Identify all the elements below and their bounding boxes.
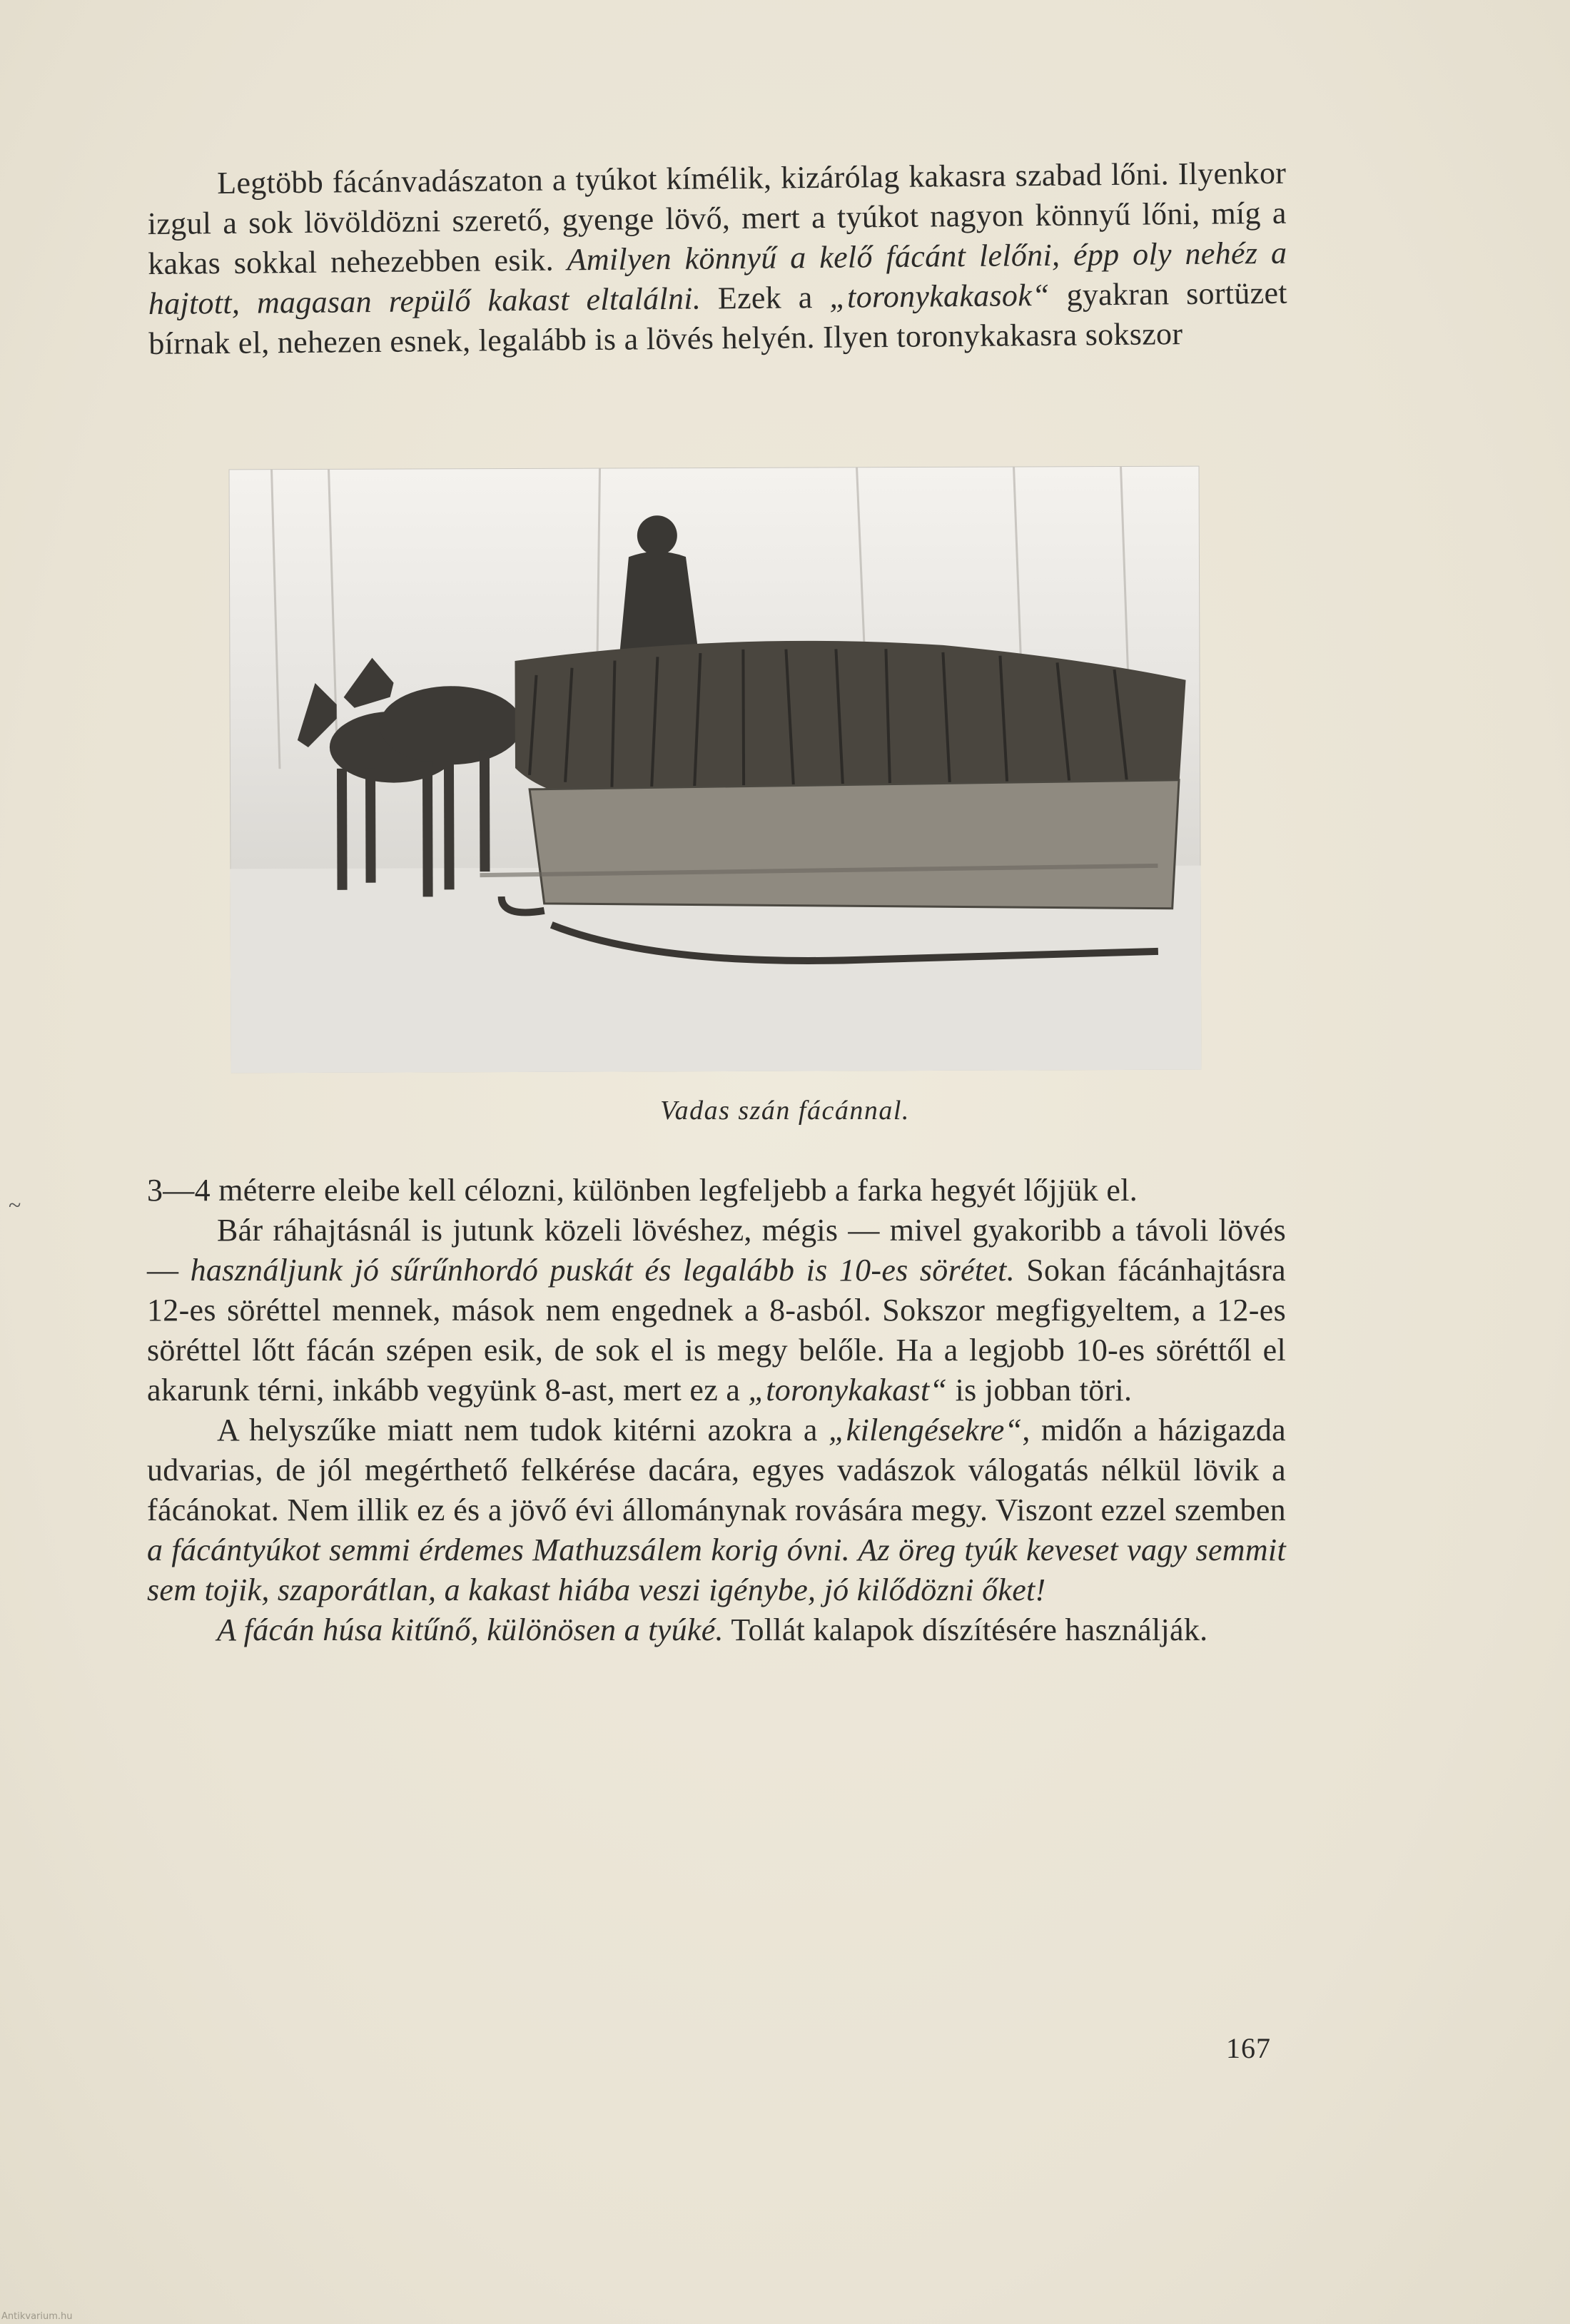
text-run: A helyszűke miatt nem tudok kitérni azokra a [217, 1413, 829, 1448]
italic-run: használjunk jó sűrűnhordó puskát és legalább is 10-es sörétet. [190, 1253, 1016, 1288]
italic-run: „kilengésekre“ [828, 1413, 1023, 1448]
text-run: is jobban töri. [947, 1373, 1133, 1408]
italic-run: a fácántyúkot semmi érdemes Mathuzsálem korig óvni. Az öreg tyúk keveset vagy semmit sem tojik, szaporátlan, a kakast hiába veszi igénybe, jó kilődözni őket! [147, 1532, 1286, 1607]
paragraphs-bottom [147, 1171, 1286, 1650]
text-run: Ezek a [700, 279, 830, 316]
text-run: gyakran sortüzet bírnak el, nehezen esnek, legalább is a lövés helyén. Ilyen toronykakasra sokszor [148, 275, 1288, 361]
italic-run: Amilyen könnyű a kelő fácánt lelőni, épp oly nehéz a hajtott, magasan repülő kakast eltalálni. [148, 235, 1287, 321]
italic-run: A fácán húsa kitűnő, különösen a tyúké. [217, 1612, 724, 1647]
figure-caption: Vadas szán fácánnal. [660, 1096, 910, 1126]
photo-illustration [229, 466, 1202, 1073]
text-run: Sokan fácánhajtásra 12-es söréttel mennek, mások nem engednek a 8-asból. Sokszor megfigyeltem, a 12-es söréttel lőtt fácán szépen esik, de sok el is megy belőle. Ha a legjobb 10-es söréttől el akarunk térni, inkább vegyünk 8-ast, mert ez a [147, 1253, 1287, 1408]
text-run: , midőn a házigazda udvarias, de jól megérthető felkérése dacára, egyes vadászok válogatás nélkül lövik a fácánokat. Nem illik ez és a jövő évi állománynak rovására megy. Viszont ezzel szemben [147, 1413, 1286, 1527]
paragraph-3 [147, 1410, 1286, 1610]
italic-run: „toronykakast“ [748, 1373, 948, 1408]
text-run: Bár ráhajtásnál is jutunk közeli lövéshez, mégis — mivel gyakoribb a távoli lövés — [147, 1213, 1286, 1288]
page-number: 167 [1226, 2032, 1271, 2064]
paragraph-top [147, 153, 1288, 364]
paragraph-2 [147, 1211, 1286, 1410]
sleigh-with-pheasants-photo [229, 466, 1202, 1073]
italic-run: „toronykakasok“ [829, 277, 1050, 315]
paragraph-1 [147, 1171, 1286, 1211]
margin-mark: ~ [9, 1192, 21, 1218]
paragraph-4 [147, 1610, 1286, 1650]
text-run: Legtöbb fácánvadászaton a tyúkot kímélik, kizárólag kakasra szabad lőni. Ilyenkor izgul a sok lövöldözni szerető, gyenge lövő, mert a tyúkot nagyon könnyű lőni, míg a kakas sokkal nehezebben esik. [147, 155, 1287, 281]
watermark: Antikvarium.hu [1, 2311, 73, 2322]
text-run: 3—4 méterre eleibe kell célozni, különben legfeljebb a farka hegyét lőjjük el. [147, 1173, 1138, 1208]
text-run: Tollát kalapok díszítésére használják. [723, 1612, 1208, 1647]
